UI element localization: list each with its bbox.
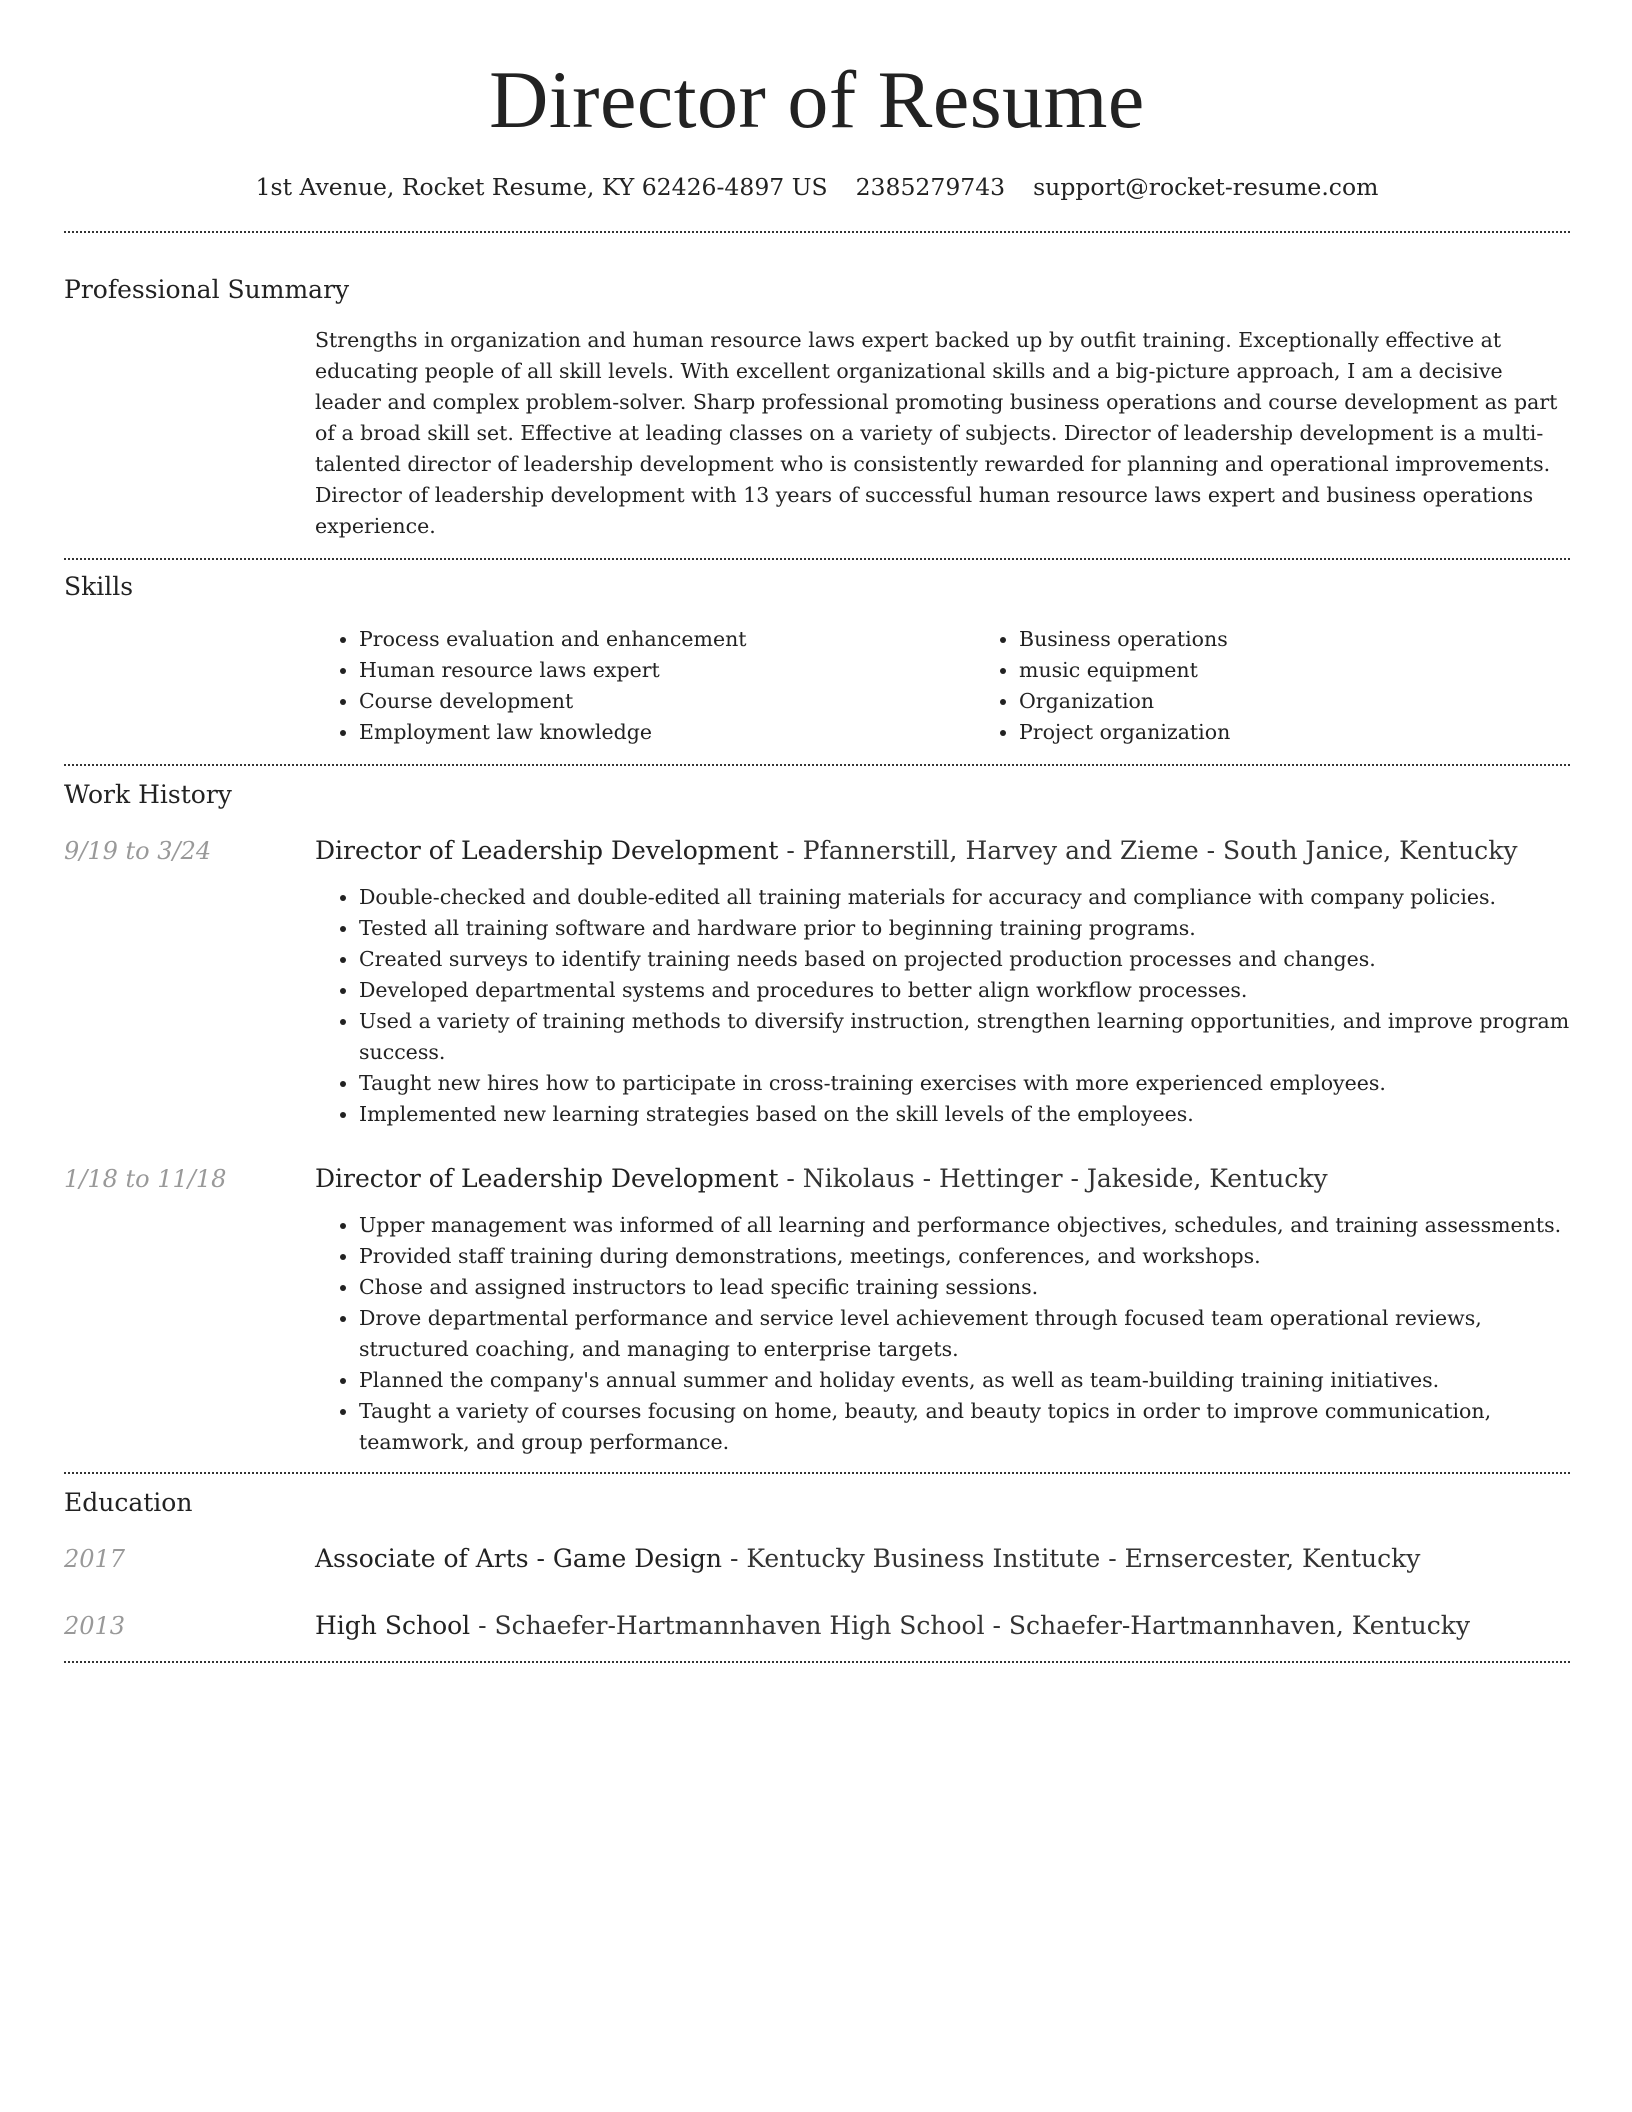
- section-title-summary: Professional Summary: [64, 275, 350, 304]
- summary-text: Strengths in organization and human resource laws expert backed up by outfit training. Exceptionally effective at educating people of all skill levels. With excellent organizational skills and a big-picture approach, I am a decisive leader and complex problem-solver. Sharp professional promoting business operations and course development as part of a broad skill set. Effective at leading classes on a variety of subjects. Director of leadership development is a multi-talented director of leadership development who is consistently rewarded for planning and operational improvements. Director of leadership development with 13 years of successful human resource laws expert and business operations experience.: [315, 328, 1558, 538]
- contact-address: 1st Avenue, Rocket Resume, KY 62426-4897 US: [255, 173, 828, 201]
- job-company-location: - Pfannerstill, Harvey and Zieme - South Janice, Kentucky: [778, 836, 1518, 865]
- job-dates: 1/18 to 11/18: [64, 1165, 227, 1193]
- contact-line: [64, 170, 1570, 204]
- section-title-education: Education: [64, 1488, 193, 1517]
- job-title-line: [315, 834, 1570, 868]
- job-bullet: • Double-checked and double-edited all training materials for accuracy and compliance with company policies.: [359, 882, 1570, 913]
- education-entry: [64, 1542, 1570, 1576]
- education-degree: Associate of Arts - Game Design: [315, 1544, 723, 1573]
- job-bullet: • Implemented new learning strategies based on the skill levels of the employees.: [359, 1099, 1570, 1130]
- education-school-location: - Schaefer-Hartmannhaven High School - Schaefer-Hartmannhaven, Kentucky: [470, 1611, 1471, 1640]
- job-bullet: • Tested all training software and hardware prior to beginning training programs.: [359, 913, 1570, 944]
- skill-item: • music equipment: [1019, 655, 1632, 686]
- job-dates: 9/19 to 3/24: [64, 837, 212, 865]
- section-divider: [64, 1661, 1570, 1663]
- job-bullet: • Taught new hires how to participate in cross-training exercises with more experienced employees.: [359, 1068, 1570, 1099]
- section-title-skills: Skills: [64, 572, 134, 601]
- education-degree: High School: [315, 1611, 471, 1640]
- education-line: [315, 1542, 1570, 1576]
- resume-name: Director of Resume: [489, 54, 1145, 145]
- job-bullet: • Upper management was informed of all learning and performance objectives, schedules, and training assessments.: [359, 1210, 1570, 1241]
- job-bullet: • Taught a variety of courses focusing on home, beauty, and beauty topics in order to improve communication, teamwork, and group performance.: [359, 1396, 1570, 1458]
- job-company-location: - Nikolaus - Hettinger - Jakeside, Kentucky: [778, 1164, 1328, 1193]
- job-bullet: • Chose and assigned instructors to lead specific training sessions.: [359, 1272, 1570, 1303]
- work-section: [64, 766, 1570, 1458]
- education-year: 2017: [64, 1545, 126, 1573]
- education-entry: [64, 1609, 1570, 1643]
- education-school-location: - Kentucky Business Institute - Ernsercester, Kentucky: [722, 1544, 1421, 1573]
- job-title-line: [315, 1162, 1570, 1196]
- education-year: 2013: [64, 1612, 126, 1640]
- job-bullets: [315, 1210, 1570, 1458]
- skills-section: [64, 560, 1570, 748]
- job-title: Director of Leadership Development: [315, 1164, 779, 1193]
- summary-section: [64, 233, 1570, 542]
- contact-email: support@rocket-resume.com: [1033, 173, 1379, 201]
- resume-page: [64, 0, 1570, 1663]
- section-title-work: Work History: [64, 780, 232, 809]
- job-bullet: • Created surveys to identify training needs based on projected production processes and changes.: [359, 944, 1570, 975]
- skill-item: • Course development: [359, 686, 975, 717]
- job-bullet: • Planned the company's annual summer and holiday events, as well as team-building training initiatives.: [359, 1365, 1570, 1396]
- job-entry: [64, 1162, 1570, 1458]
- job-title: Director of Leadership Development: [315, 836, 779, 865]
- skill-item: • Process evaluation and enhancement: [359, 624, 975, 655]
- skills-list-right: [975, 624, 1632, 748]
- job-bullet: • Developed departmental systems and procedures to better align workflow processes.: [359, 975, 1570, 1006]
- job-bullet: • Used a variety of training methods to diversify instruction, strengthen learning opportunities, and improve program success.: [359, 1006, 1570, 1068]
- contact-phone: 2385279743: [855, 173, 1006, 201]
- skill-item: • Project organization: [1019, 717, 1632, 748]
- education-section: [64, 1474, 1570, 1643]
- skill-item: • Human resource laws expert: [359, 655, 975, 686]
- skills-list-left: [315, 624, 975, 748]
- skill-item: • Organization: [1019, 686, 1632, 717]
- education-line: [315, 1609, 1570, 1643]
- job-bullets: [315, 882, 1570, 1130]
- job-entry: [64, 834, 1570, 1130]
- skill-item: • Employment law knowledge: [359, 717, 975, 748]
- job-bullet: • Drove departmental performance and service level achievement through focused team operational reviews, structured coaching, and managing to enterprise targets.: [359, 1303, 1570, 1365]
- skill-item: • Business operations: [1019, 624, 1632, 655]
- job-bullet: • Provided staff training during demonstrations, meetings, conferences, and workshops.: [359, 1241, 1570, 1272]
